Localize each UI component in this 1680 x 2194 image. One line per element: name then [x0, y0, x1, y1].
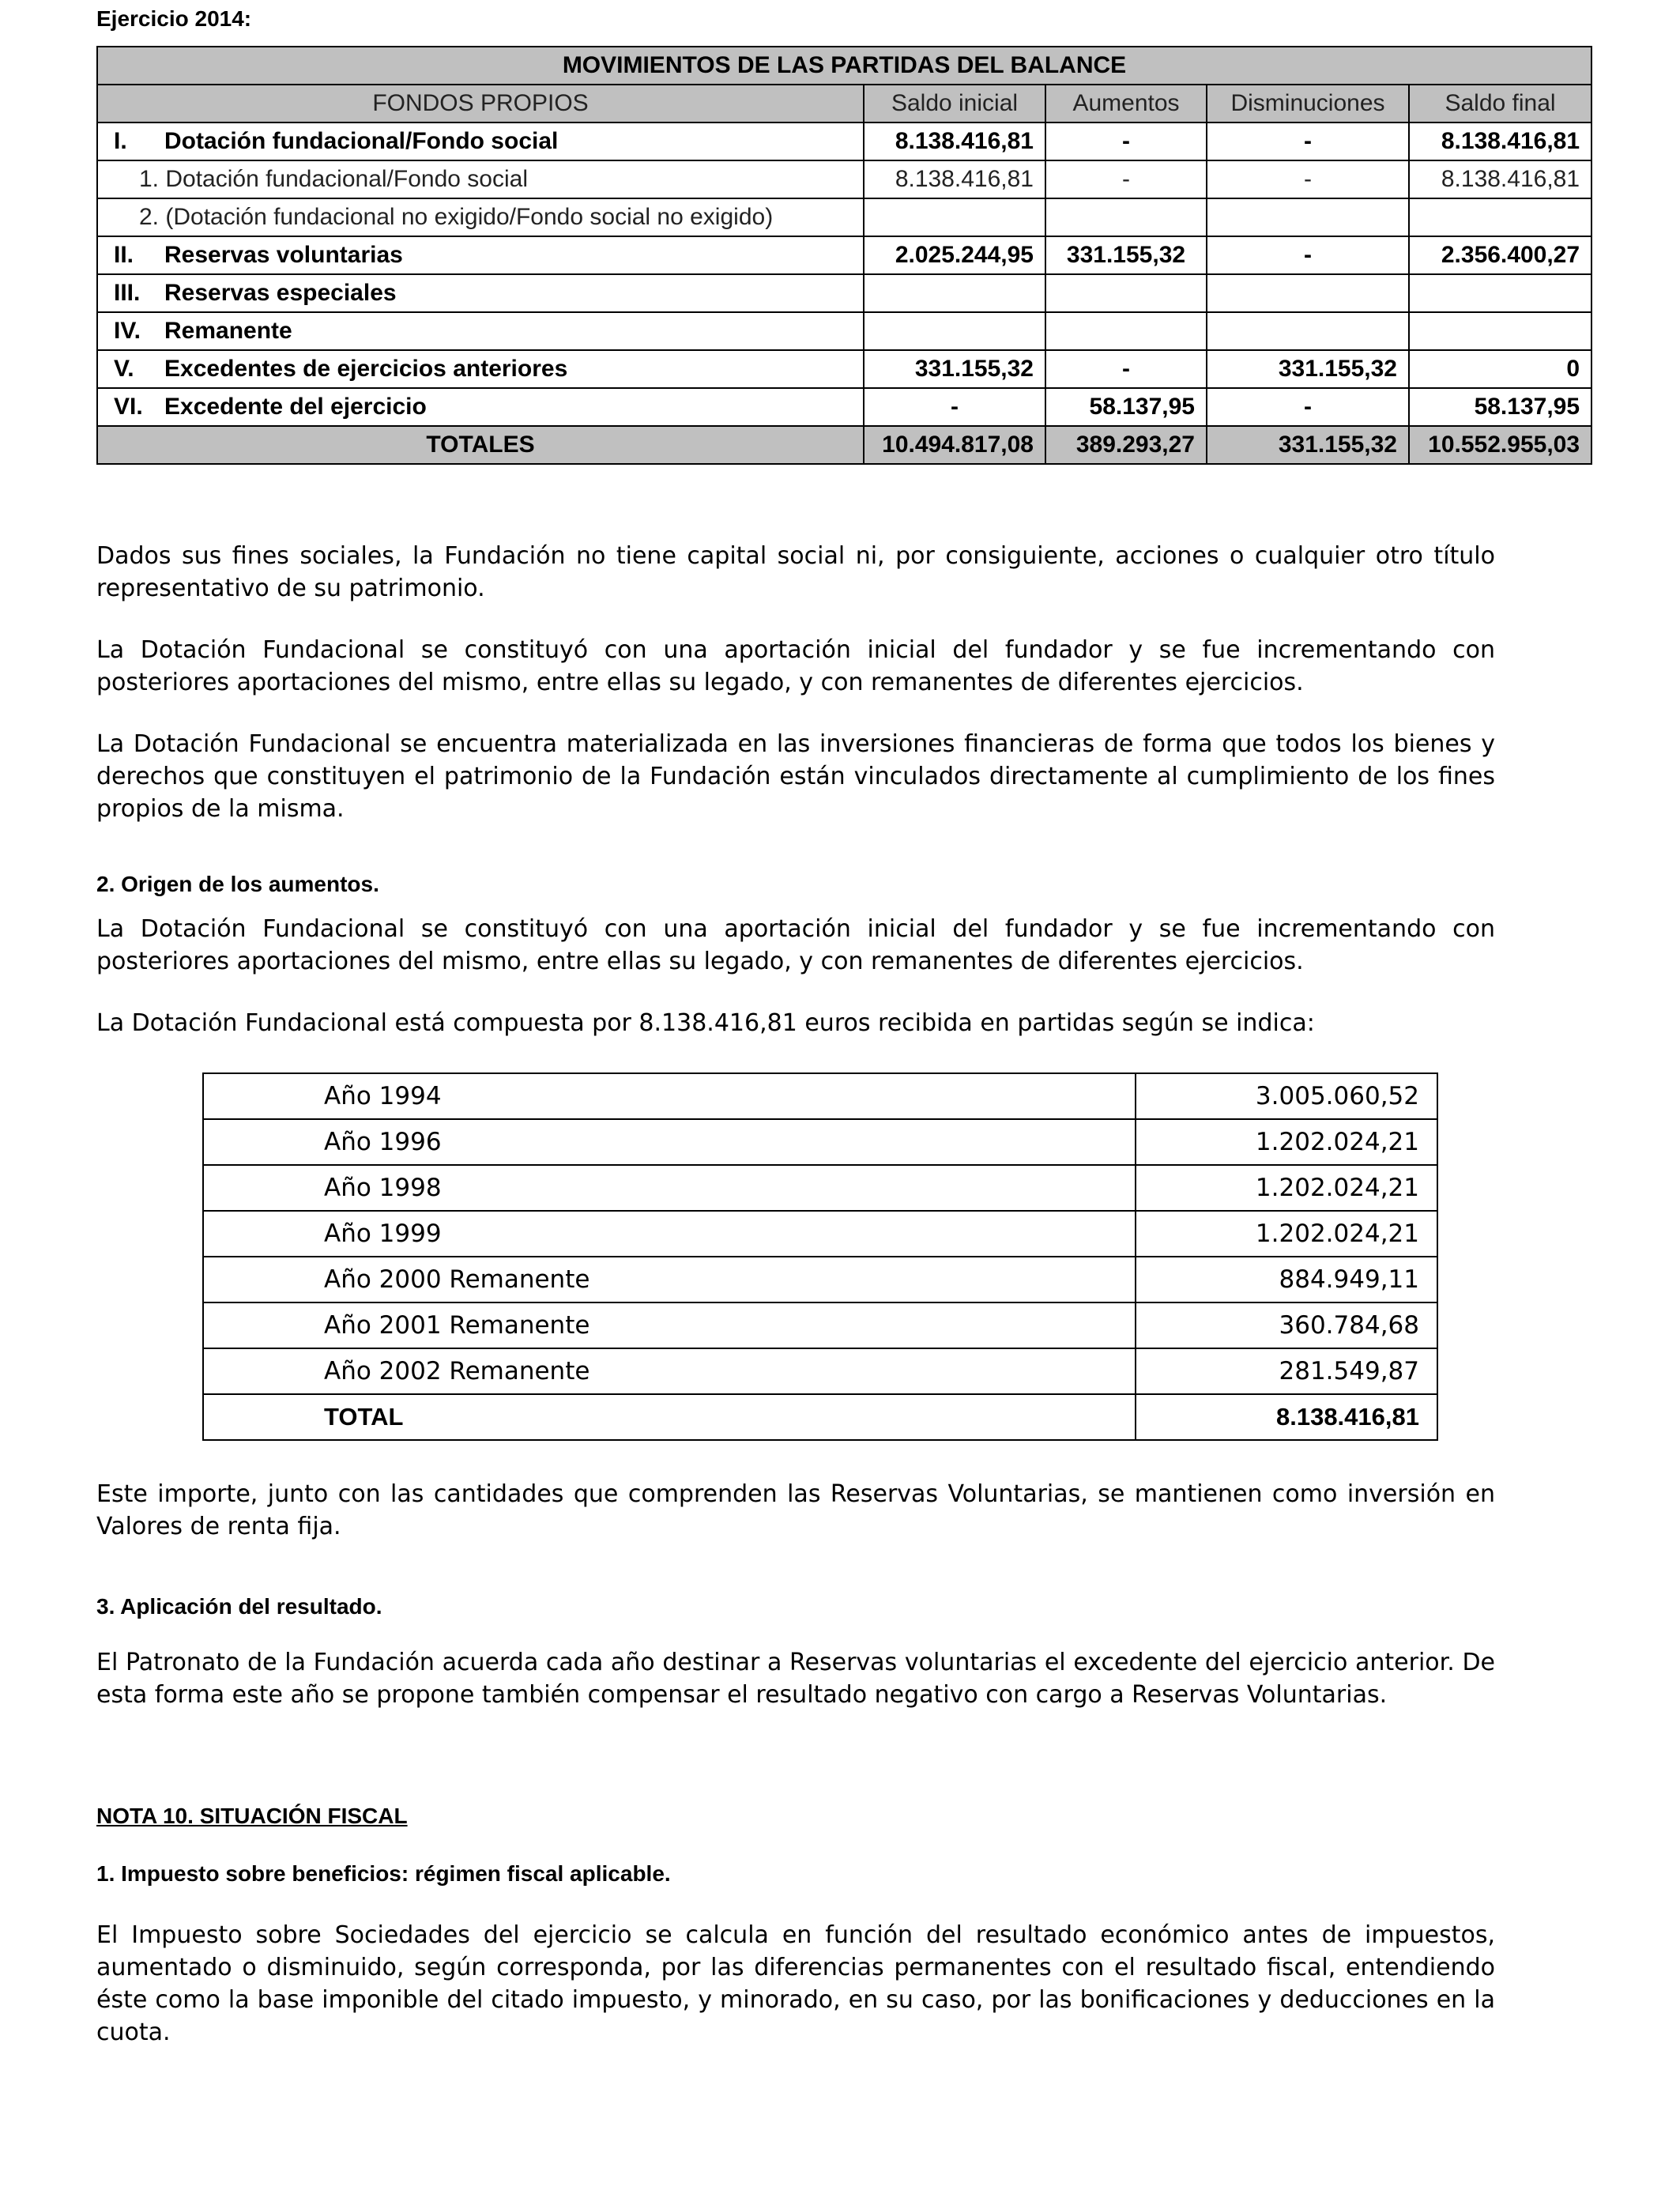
column-header: Disminuciones: [1207, 85, 1409, 123]
totals-row: [97, 426, 1591, 464]
row-number: III.: [114, 280, 141, 306]
cell: 1.202.024,21: [1136, 1119, 1437, 1165]
row-label: 1. Dotación fundacional/Fondo social: [97, 160, 864, 198]
cell: -: [1207, 123, 1409, 160]
paragraph: Este importe, junto con las cantidades que comprenden las Reservas Voluntarias, se mantienen como inversión en Valores de renta fija.: [96, 1480, 1495, 1540]
cell: [1409, 274, 1591, 312]
row-label: Reservas especiales: [164, 280, 397, 306]
cell: Año 1998: [203, 1165, 1136, 1211]
cell: [1207, 312, 1409, 350]
totals-row: [203, 1394, 1437, 1440]
column-header: Saldo final: [1409, 85, 1591, 123]
cell: -: [1045, 123, 1207, 160]
row-label: 2. (Dotación fundacional no exigido/Fondo social no exigido): [97, 198, 864, 236]
balance-movements-table: [96, 46, 1592, 465]
cell: -: [1045, 350, 1207, 388]
subsection-heading: 3. Aplicación del resultado.: [96, 1594, 382, 1619]
cell: [864, 312, 1045, 350]
cell: 10.494.817,08: [864, 426, 1045, 464]
column-header: Saldo inicial: [864, 85, 1045, 123]
cell: 331.155,32: [1207, 350, 1409, 388]
table-row: [203, 1165, 1437, 1211]
paragraph: La Dotación Fundacional se encuentra materializada en las inversiones financieras de forma que todos los bienes y derechos que constituyen el patrimonio de la Fundación están vinculados directamente al cumplimiento de los fines propios de la misma.: [96, 730, 1495, 823]
cell: [864, 274, 1045, 312]
cell: [1045, 198, 1207, 236]
cell: -: [1207, 160, 1409, 198]
cell: 10.552.955,03: [1409, 426, 1591, 464]
cell: [1045, 312, 1207, 350]
cell: 8.138.416,81: [1136, 1394, 1437, 1440]
cell: 3.005.060,52: [1136, 1073, 1437, 1119]
paragraph: La Dotación Fundacional está compuesta por 8.138.416,81 euros recibida en partidas según se indica:: [96, 1009, 1315, 1037]
cell: 331.155,32: [864, 350, 1045, 388]
cell: Año 1994: [203, 1073, 1136, 1119]
table-row: [97, 312, 1591, 350]
paragraph: La Dotación Fundacional se constituyó con una aportación inicial del fundador y se fue incrementando con posteriores aportaciones del mismo, entre ellas su legado, y con remanentes de diferentes ejercicios.: [96, 915, 1495, 975]
paragraph: El Impuesto sobre Sociedades del ejercicio se calcula en función del resultado económico antes de impuestos, aumentado o disminuido, según corresponda, por las diferencias permanentes con el resultado fiscal, entendiendo éste como la base imponible del citado impuesto, y minorado, en su caso, por las bonificaciones y deducciones en la cuota.: [96, 1921, 1495, 2046]
cell: [864, 198, 1045, 236]
table-title: MOVIMIENTOS DE LAS PARTIDAS DEL BALANCE: [97, 47, 1591, 85]
table-row: [203, 1257, 1437, 1302]
column-header: FONDOS PROPIOS: [97, 85, 864, 123]
cell: 1.202.024,21: [1136, 1211, 1437, 1257]
row-label: Reservas voluntarias: [164, 242, 403, 268]
cell: 0: [1409, 350, 1591, 388]
cell: TOTAL: [203, 1394, 1136, 1440]
paragraph: Dados sus fines sociales, la Fundación no tiene capital social ni, por consiguiente, acciones o cualquier otro título representativo de su patrimonio.: [96, 542, 1495, 602]
cell: -: [1045, 160, 1207, 198]
cell: 8.138.416,81: [864, 160, 1045, 198]
cell: Año 2001 Remanente: [203, 1302, 1136, 1348]
cell: 2.356.400,27: [1409, 236, 1591, 274]
cell: [1409, 312, 1591, 350]
cell: 389.293,27: [1045, 426, 1207, 464]
cell: [1207, 198, 1409, 236]
table-row: [97, 160, 1591, 198]
table-row: [97, 388, 1591, 426]
table-row: [203, 1348, 1437, 1394]
table-row: [203, 1119, 1437, 1165]
paragraph: La Dotación Fundacional se constituyó con una aportación inicial del fundador y se fue incrementando con posteriores aportaciones del mismo, entre ellas su legado, y con remanentes de diferentes ejercicios.: [96, 636, 1495, 696]
note-heading: NOTA 10. SITUACIÓN FISCAL: [96, 1804, 408, 1828]
cell: Año 2000 Remanente: [203, 1257, 1136, 1302]
row-label: Remanente: [164, 318, 292, 344]
cell: Año 2002 Remanente: [203, 1348, 1136, 1394]
table-row: [203, 1302, 1437, 1348]
cell: 331.155,32: [1207, 426, 1409, 464]
cell: Año 1996: [203, 1119, 1136, 1165]
cell: 8.138.416,81: [1409, 160, 1591, 198]
cell: 1.202.024,21: [1136, 1165, 1437, 1211]
table-row: [97, 236, 1591, 274]
row-number: IV.: [114, 318, 141, 344]
cell: 360.784,68: [1136, 1302, 1437, 1348]
cell: 884.949,11: [1136, 1257, 1437, 1302]
cell: [1207, 274, 1409, 312]
totals-label: TOTALES: [97, 426, 864, 464]
cell: 58.137,95: [1045, 388, 1207, 426]
row-number: V.: [114, 356, 134, 382]
subsection-heading: 1. Impuesto sobre beneficios: régimen fiscal aplicable.: [96, 1861, 671, 1886]
subsection-heading: 2. Origen de los aumentos.: [96, 872, 379, 896]
row-number: VI.: [114, 394, 143, 420]
table-row: [97, 350, 1591, 388]
row-number: II.: [114, 242, 134, 268]
cell: -: [1207, 388, 1409, 426]
cell: 8.138.416,81: [1409, 123, 1591, 160]
table-row: [203, 1073, 1437, 1119]
cell: 331.155,32: [1045, 236, 1207, 274]
cell: [1409, 198, 1591, 236]
column-header: Aumentos: [1045, 85, 1207, 123]
cell: 281.549,87: [1136, 1348, 1437, 1394]
section-heading: Ejercicio 2014:: [96, 6, 252, 31]
table-row: [97, 198, 1591, 236]
row-label: Excedentes de ejercicios anteriores: [164, 356, 568, 382]
cell: 8.138.416,81: [864, 123, 1045, 160]
cell: 58.137,95: [1409, 388, 1591, 426]
cell: Año 1999: [203, 1211, 1136, 1257]
cell: -: [864, 388, 1045, 426]
table-row: [97, 123, 1591, 160]
row-label: Dotación fundacional/Fondo social: [164, 128, 559, 154]
row-number: I.: [114, 128, 127, 154]
cell: [1045, 274, 1207, 312]
dotation-table: [202, 1072, 1438, 1441]
cell: -: [1207, 236, 1409, 274]
paragraph: El Patronato de la Fundación acuerda cada año destinar a Reservas voluntarias el excedente del ejercicio anterior. De esta forma este año se propone también compensar el resultado negativo con cargo a Reservas Voluntarias.: [96, 1649, 1495, 1709]
table-row: [97, 274, 1591, 312]
cell: 2.025.244,95: [864, 236, 1045, 274]
table-row: [203, 1211, 1437, 1257]
row-label: Excedente del ejercicio: [164, 394, 427, 420]
